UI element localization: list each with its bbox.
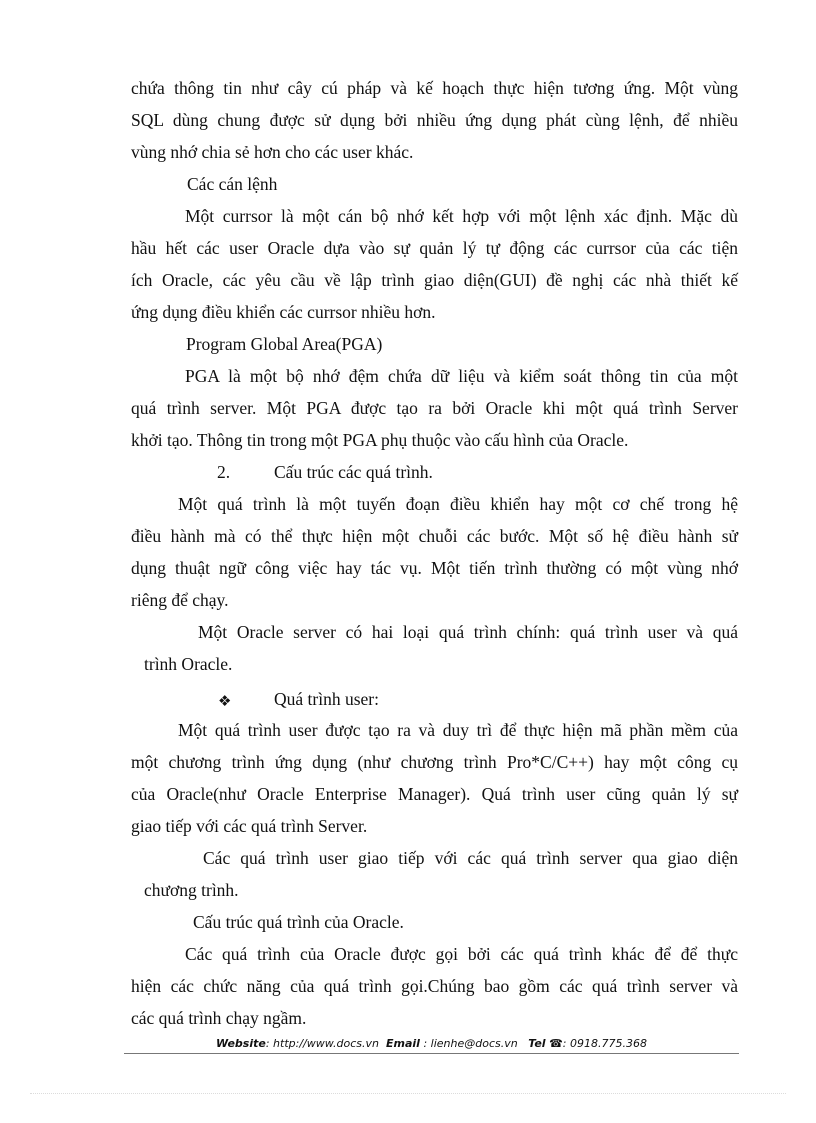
body-line: Một currsor là một cán bộ nhớ kết hợp với một lệnh xác định. Mặc dù (185, 206, 738, 226)
phone-icon: ☎ (549, 1037, 563, 1050)
body-line: PGA là một bộ nhớ đệm chứa dữ liệu và kiểm soát thông tin của một (185, 366, 738, 386)
bullet-title: Quá trình user: (274, 689, 379, 709)
body-line: chương trình. (144, 880, 239, 900)
body-line: Các quá trình user giao tiếp với các quá trình server qua giao diện (203, 848, 738, 868)
footer-tel-value: : 0918.775.368 (562, 1037, 647, 1050)
footer-website-link[interactable]: : http://www.docs.vn (265, 1037, 380, 1050)
subheading-oracle-process: Cấu trúc quá trình của Oracle. (193, 912, 404, 932)
body-line: dụng thuật ngữ công việc hay tác vụ. Một tiến trình thường có một vùng nhớ (131, 558, 738, 578)
footer-website-label: Website (216, 1037, 266, 1050)
body-line: điều hành mà có thể thực hiện một chuỗi các bước. Một số hệ điều hành sử (131, 526, 738, 546)
body-line: một chương trình ứng dụng (như chương trình Pro*C/C++) hay một công cụ (131, 752, 738, 772)
body-line: của Oracle(như Oracle Enterprise Manager). Quá trình user cũng quản lý sự (131, 784, 738, 804)
body-line: ứng dụng điều khiển các currsor nhiều hơn. (131, 302, 436, 322)
body-line: trình Oracle. (144, 654, 233, 674)
body-line: hiện các chức năng của quá trình gọi.Chúng bao gồm các quá trình server và (131, 976, 738, 996)
page-bottom-border (30, 1093, 786, 1094)
section-number: 2. (217, 462, 231, 482)
body-line: vùng nhớ chia sẻ hơn cho các user khác. (131, 142, 414, 162)
footer-tel-label: Tel (528, 1037, 546, 1050)
subheading-pga: Program Global Area(PGA) (186, 334, 383, 354)
body-line: Một quá trình là một tuyến đoạn điều khiển hay một cơ chế trong hệ (178, 494, 738, 514)
body-line: riêng để chạy. (131, 590, 229, 610)
body-line: ích Oracle, các yêu cầu về lập trình giao diện(GUI) đề nghị các nhà thiết kế (131, 270, 738, 290)
section-title: Cấu trúc các quá trình. (274, 462, 433, 482)
body-line: hầu hết các user Oracle dựa vào sự quản lý tự động các currsor của các tiện (131, 238, 738, 258)
body-line: các quá trình chạy ngầm. (131, 1008, 307, 1028)
subheading-cursor: Các cán lệnh (187, 174, 278, 194)
diamond-bullet-icon: ❖ (218, 692, 232, 710)
footer-email-link[interactable]: : lienhe@docs.vn (419, 1037, 518, 1050)
page-footer (124, 1037, 739, 1051)
body-line: SQL dùng chung được sử dụng bởi nhiều ứng dụng phát cùng lệnh, để nhiều (131, 110, 738, 130)
body-line: Các quá trình của Oracle được gọi bởi các quá trình khác để để thực (185, 944, 738, 964)
body-line: chứa thông tin như cây cú pháp và kế hoạch thực hiện tương ứng. Một vùng (131, 78, 738, 98)
body-line: khởi tạo. Thông tin trong một PGA phụ thuộc vào cấu hình của Oracle. (131, 430, 629, 450)
body-line: giao tiếp với các quá trình Server. (131, 816, 368, 836)
body-line: Một Oracle server có hai loại quá trình chính: quá trình user và quá (198, 622, 738, 642)
footer-email-label: Email (386, 1037, 420, 1050)
body-line: Một quá trình user được tạo ra và duy trì để thực hiện mã phần mềm của (178, 720, 738, 740)
footer-divider (124, 1053, 739, 1054)
body-line: quá trình server. Một PGA được tạo ra bởi Oracle khi một quá trình Server (131, 398, 738, 418)
